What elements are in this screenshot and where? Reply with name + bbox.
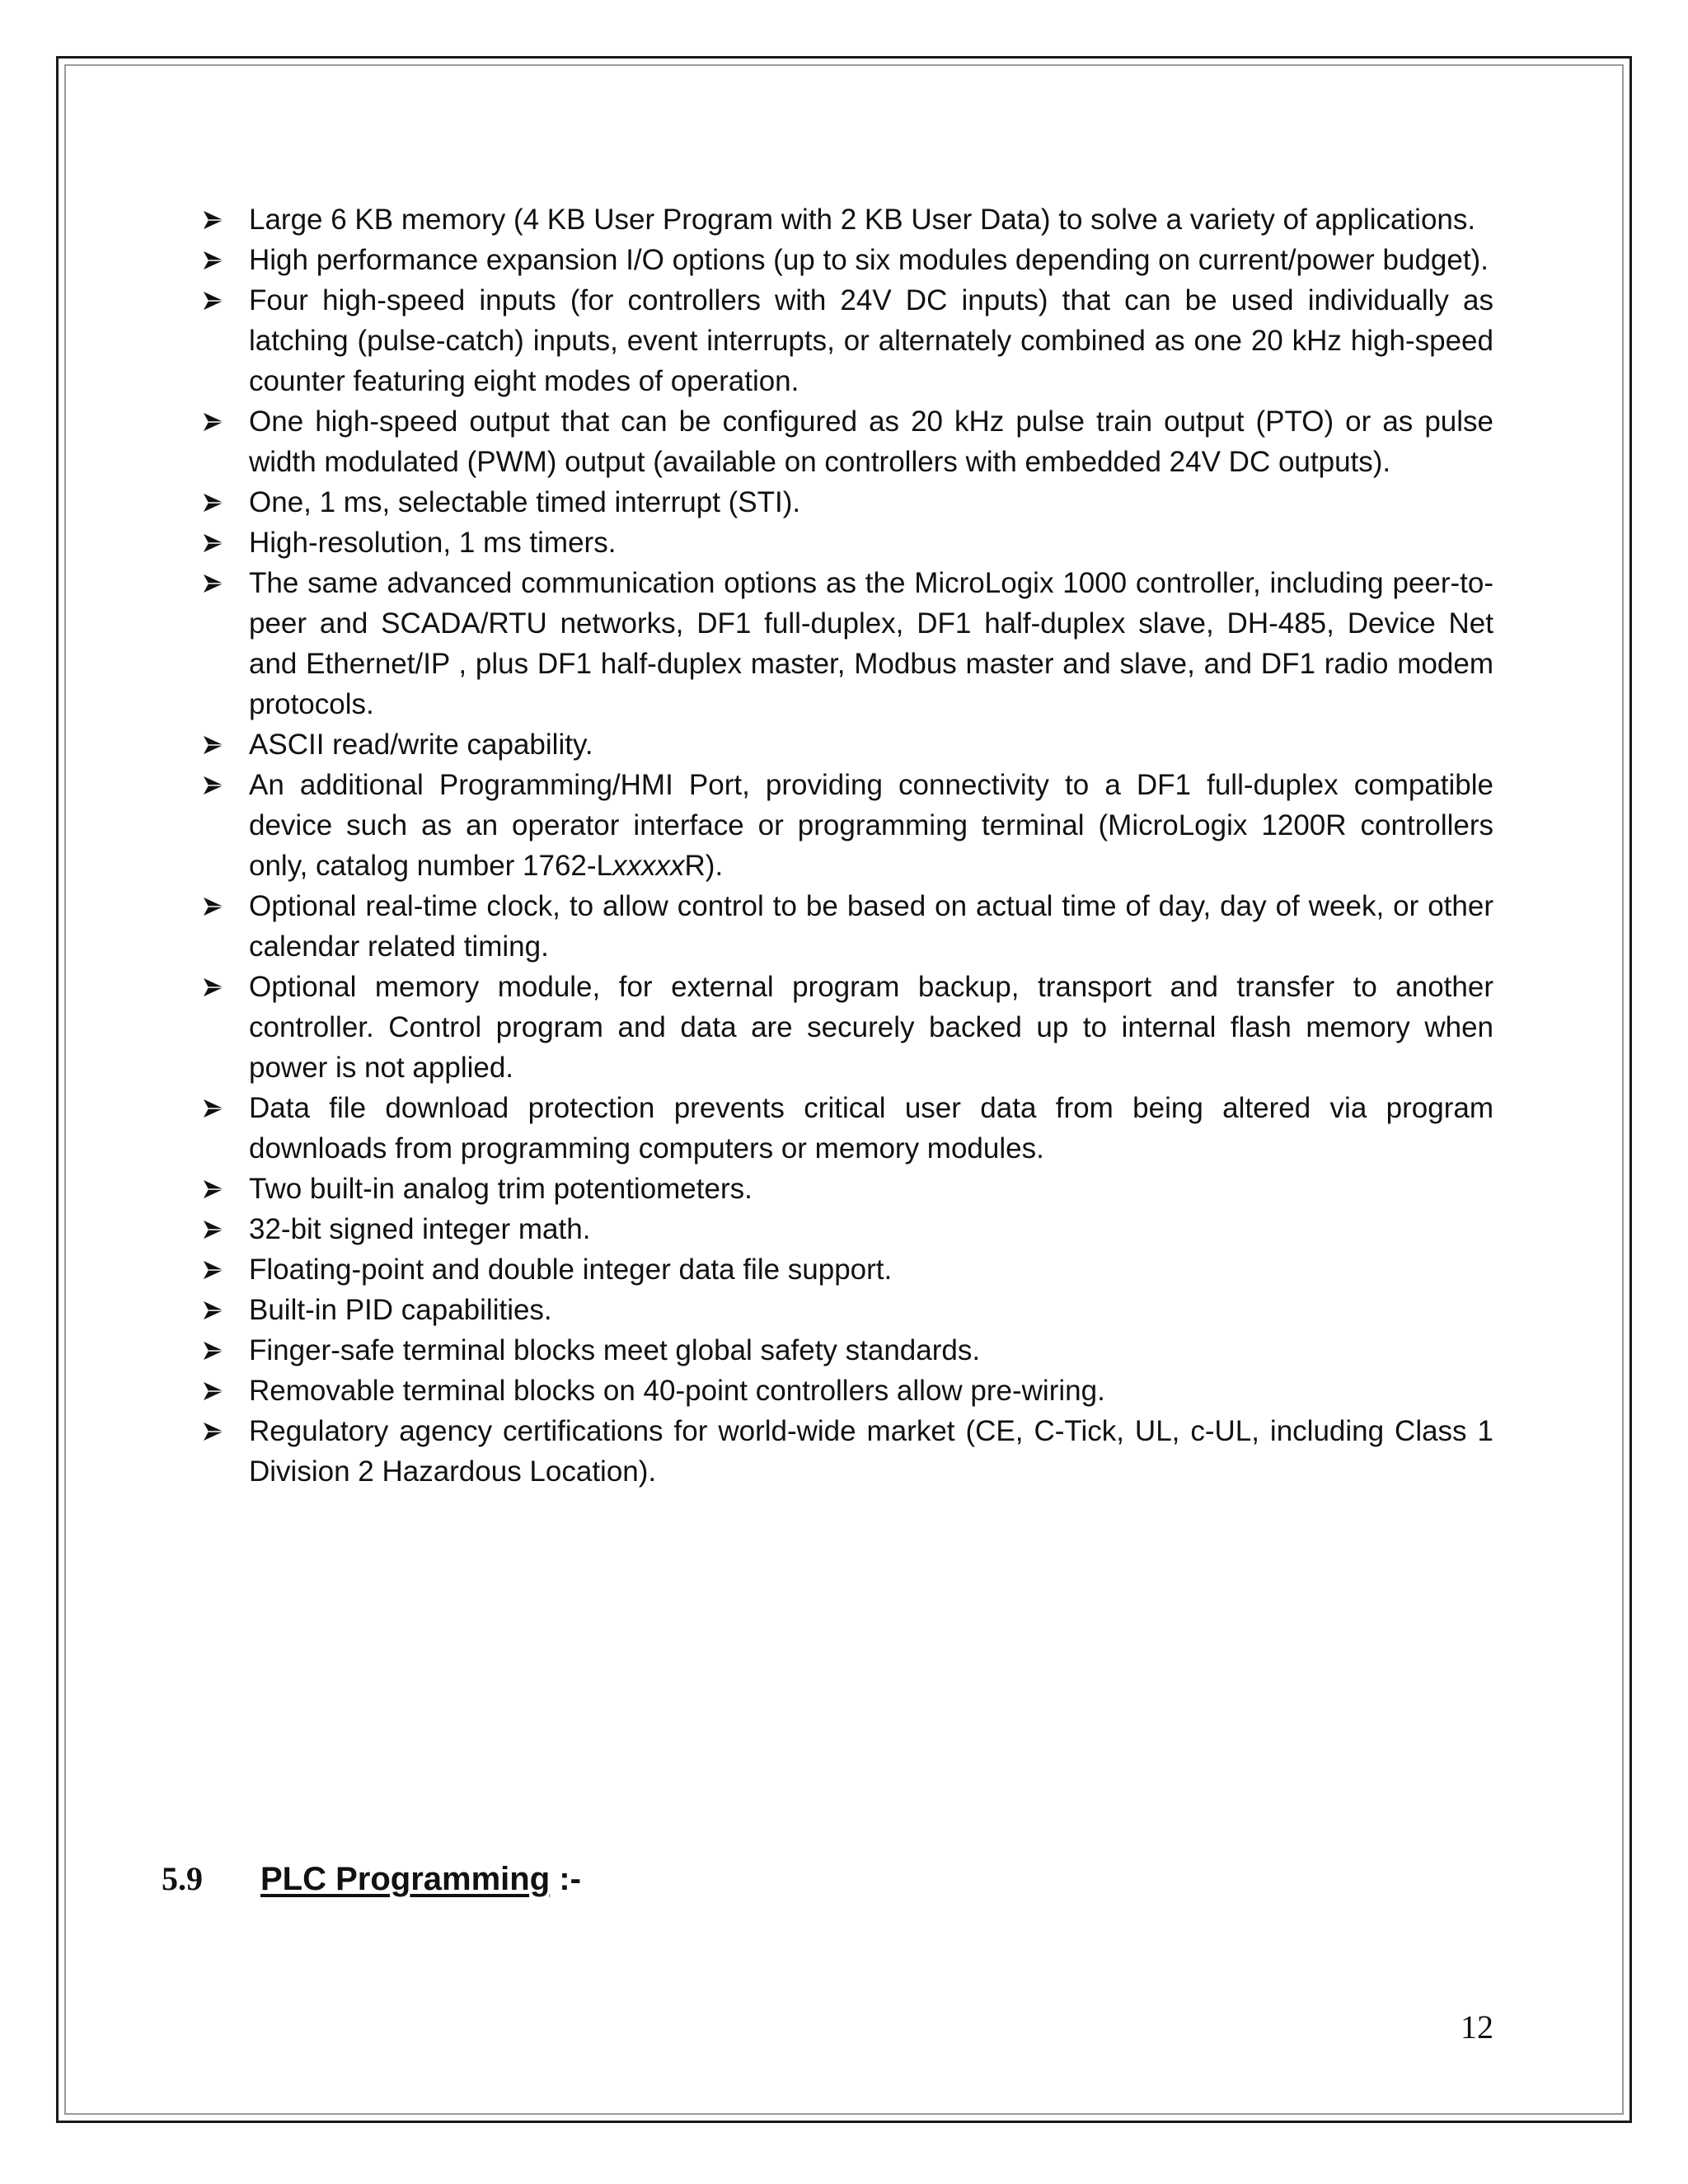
arrowhead-bullet-icon [201,1411,227,1451]
list-item-text: Four high-speed inputs (for controllers with 24V DC inputs) that can be used individually as latching (pulse-catch) inputs, event interrupts, or alternately combined as one 20 kHz high-speed counter featuring eight modes of operation. [249,284,1493,397]
list-item [201,1088,1493,1169]
list-item [201,240,1493,280]
arrowhead-bullet-icon [201,1209,227,1249]
list-item-text: The same advanced communication options as the MicroLogix 1000 controller, including peer-to-peer and SCADA/RTU networks, DF1 full-duplex, DF1 half-duplex slave, DH-485, Device Net and Ethernet/IP , plus DF1 half-duplex master, Modbus master and slave, and DF1 radio modem protocols. [249,567,1493,720]
list-item-text: Large 6 KB memory (4 KB User Program with 2 KB User Data) to solve a variety of applications. [249,204,1476,236]
list-item-text: One high-speed output that can be configured as 20 kHz pulse train output (PTO) or as pulse width modulated (PWM) output (available on controllers with embedded 24V DC outputs). [249,405,1493,478]
list-item-text: Floating-point and double integer data file support. [249,1254,893,1286]
list-item [201,1330,1493,1371]
list-item [201,1290,1493,1330]
arrowhead-bullet-icon [201,1330,227,1371]
list-item [201,1209,1493,1249]
list-item-text-part: R). [684,850,724,882]
arrowhead-bullet-icon [201,724,227,765]
arrowhead-bullet-icon [201,563,227,603]
list-item-text-part: An additional Programming/HMI Port, providing connectivity to a DF1 full-duplex compatible device such as an operator interface or programming terminal (MicroLogix 1200R controllers only, catalog number 1762-L [249,769,1493,882]
arrowhead-bullet-icon [201,1290,227,1330]
arrowhead-bullet-icon [201,967,227,1007]
list-item-text: One, 1 ms, selectable timed interrupt (STI). [249,486,801,518]
list-item-text: Optional real-time clock, to allow control to be based on actual time of day, day of week, or other calendar related timing. [249,890,1493,963]
list-item [201,523,1493,563]
list-item [201,967,1493,1088]
list-item-text: Optional memory module, for external program backup, transport and transfer to another controller. Control program and data are securely backed up to internal flash memory when power is not applied. [249,971,1493,1084]
list-item-text: Built-in PID capabilities. [249,1294,552,1326]
list-item [201,1169,1493,1209]
list-item [201,482,1493,523]
list-item-text: High-resolution, 1 ms timers. [249,527,617,559]
list-item-text: Data file download protection prevents critical user data from being altered via program downloads from programming computers or memory modules. [249,1092,1493,1165]
list-item [201,1249,1493,1290]
arrowhead-bullet-icon [201,765,227,805]
list-item-text: ASCII read/write capability. [249,729,593,761]
list-item [201,280,1493,401]
section-title: PLC Programming [260,1861,551,1897]
list-item [201,724,1493,765]
list-item-text [249,769,1493,882]
list-item [201,401,1493,482]
list-item [201,199,1493,240]
arrowhead-bullet-icon [201,482,227,523]
list-item-text-italic: xxxxx [612,850,685,882]
arrowhead-bullet-icon [201,280,227,321]
list-item-text: Regulatory agency certifications for world-wide market (CE, C-Tick, UL, c-UL, including Class 1 Division 2 Hazardous Location). [249,1415,1493,1488]
list-item-text: Removable terminal blocks on 40-point controllers allow pre-wiring. [249,1375,1105,1407]
list-item [201,886,1493,967]
list-item-text: 32-bit signed integer math. [249,1213,591,1245]
feature-bullet-list [201,199,1493,1492]
list-item-text: Two built-in analog trim potentiometers. [249,1173,753,1205]
list-item [201,765,1493,886]
section-heading [162,1856,581,1902]
list-item [201,1371,1493,1411]
arrowhead-bullet-icon [201,199,227,240]
arrowhead-bullet-icon [201,1169,227,1209]
page-number: 12 [1461,2008,1493,2046]
arrowhead-bullet-icon [201,1371,227,1411]
section-number: 5.9 [162,1860,203,1897]
arrowhead-bullet-icon [201,523,227,563]
section-title-suffix: :- [550,1861,581,1897]
arrowhead-bullet-icon [201,886,227,926]
list-item-text: High performance expansion I/O options (up to six modules depending on current/power budget). [249,244,1489,276]
arrowhead-bullet-icon [201,1249,227,1290]
list-item-text: Finger-safe terminal blocks meet global safety standards. [249,1334,981,1366]
arrowhead-bullet-icon [201,240,227,280]
list-item [201,563,1493,724]
arrowhead-bullet-icon [201,401,227,442]
arrowhead-bullet-icon [201,1088,227,1128]
list-item [201,1411,1493,1492]
